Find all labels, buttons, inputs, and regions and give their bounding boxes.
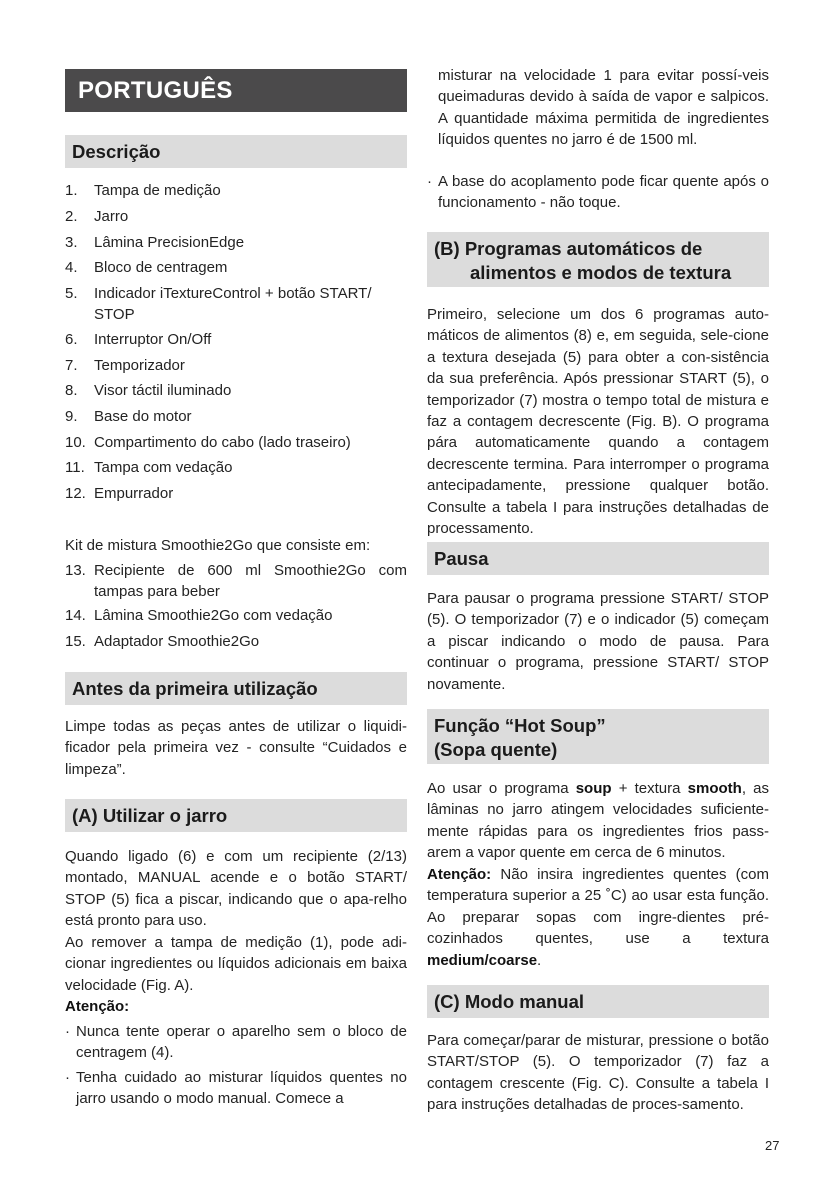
kit-intro: Kit de mistura Smoothie2Go que consiste em:	[65, 537, 371, 554]
hot-soup-attention: Atenção: Não insira ingredientes quentes (com temperatura superior a 25 ˚C) ao usar esta função. Ao preparar sopas com ingre-dientes pré-cozinhados quentes, use a textura medium/coarse.	[427, 866, 769, 969]
section-heading-programas: (B) Programas automáticos de alimentos e modos de textura	[427, 232, 769, 287]
list-item: 15. Adaptador Smoothie2Go	[65, 633, 260, 650]
section-heading-modo-manual: (C) Modo manual	[427, 985, 769, 1018]
jarro-paragraph-2: Ao remover a tampa de medição (1), pode adi-cionar ingredientes ou líquidos adicionais em baixa velocidade (Fig. A).	[65, 934, 407, 994]
attention-label: Atenção:	[65, 998, 130, 1015]
list-item: 9. Base do motor	[65, 408, 192, 425]
list-item: 1. Tampa de medição	[65, 182, 221, 199]
section-heading-hot-soup: Função “Hot Soup” (Sopa quente)	[427, 709, 769, 764]
bullet-item: · A base do acoplamento pode ficar quente após o funcionamento - não toque.	[427, 171, 769, 214]
list-item: 10. Compartimento do cabo (lado traseiro)	[65, 434, 351, 451]
list-item: 6. Interruptor On/Off	[65, 331, 212, 348]
list-item: 2. Jarro	[65, 208, 129, 225]
jarro-paragraph-1: Quando ligado (6) e com um recipiente (2/13) montado, MANUAL acende e o botão START/ STOP (5) fica a piscar, indicando que o apa-relho está pronto para uso.	[65, 848, 407, 930]
manual-body: Para começar/parar de misturar, pressione o botão START/STOP (5). O temporizador (7) faz a contagem crescente (Fig. C). Consulte a tabela I para instruções detalhadas de proces-samento.	[427, 1032, 769, 1114]
list-item: 4. Bloco de centragem	[65, 259, 228, 276]
list-item: 3. Lâmina PrecisionEdge	[65, 234, 245, 251]
bullet-icon: ·	[65, 1069, 70, 1086]
section-heading-antes: Antes da primeira utilização	[65, 672, 407, 705]
section-heading-utilizar-jarro: (A) Utilizar o jarro	[65, 799, 407, 832]
antes-body: Limpe todas as peças antes de utilizar o liquidi-ficador pela primeira vez - consulte “Cuidados e limpeza”.	[65, 718, 407, 778]
list-item: 14. Lâmina Smoothie2Go com vedação	[65, 607, 333, 624]
list-item: 12. Empurrador	[65, 485, 174, 502]
programas-body: Primeiro, selecione um dos 6 programas auto-máticos de alimentos (8) e, em seguida, sele-cione a textura desejada (5) para obter a con-sistência da sua preferência. Após pressionar START (5), o temporizador (7) mostra o tempo total de mistura e faz a contagem decrescente (Fig. B). O programa pára automaticamente quando a contagem decrescente termina. Para interromper o programa antecipadamente, pressione qualquer botão. Consulte a tabela I para instruções detalhadas de processamento.	[427, 306, 769, 538]
list-item: 13. Recipiente de 600 ml Smoothie2Go com tampas para beber	[65, 562, 407, 601]
section-heading-descricao: Descrição	[65, 135, 407, 168]
list-item: 8. Visor táctil iluminado	[65, 382, 232, 399]
bullet-item: · Nunca tente operar o aparelho sem o bloco de centragem (4).	[65, 1021, 407, 1064]
bullet-icon: ·	[65, 1023, 70, 1040]
bullet-continuation: misturar na velocidade 1 para evitar possí-veis queimaduras devido à saída de vapor e salpicos. A quantidade máxima permitida de ingredientes líquidos quentes no jarro é de 1500 ml.	[438, 67, 769, 149]
bullet-item: · Tenha cuidado ao misturar líquidos quentes no jarro usando o modo manual. Comece a	[65, 1067, 407, 1110]
language-header: PORTUGUÊS	[65, 69, 407, 112]
page-number: 27	[765, 1138, 780, 1153]
list-item: 11. Tampa com vedação	[65, 459, 233, 476]
pausa-body: Para pausar o programa pressione START/ STOP (5). O temporizador (7) e o indicador (5) começam a piscar indicando o modo de pausa. Para continuar o programa, pressione START/ STOP novamente.	[427, 590, 769, 693]
hot-soup-paragraph-1: Ao usar o programa soup + textura smooth, as lâminas no jarro atingem velocidades suficiente-mente rápidas para os ingredientes frios pass-arem a vapor quente em cerca de 6 minutos.	[427, 780, 769, 862]
list-item: 5. Indicador iTextureControl + botão START/ STOP	[65, 285, 372, 324]
list-item: 7. Temporizador	[65, 357, 185, 374]
section-heading-pausa: Pausa	[427, 542, 769, 575]
bullet-icon: ·	[427, 173, 432, 190]
